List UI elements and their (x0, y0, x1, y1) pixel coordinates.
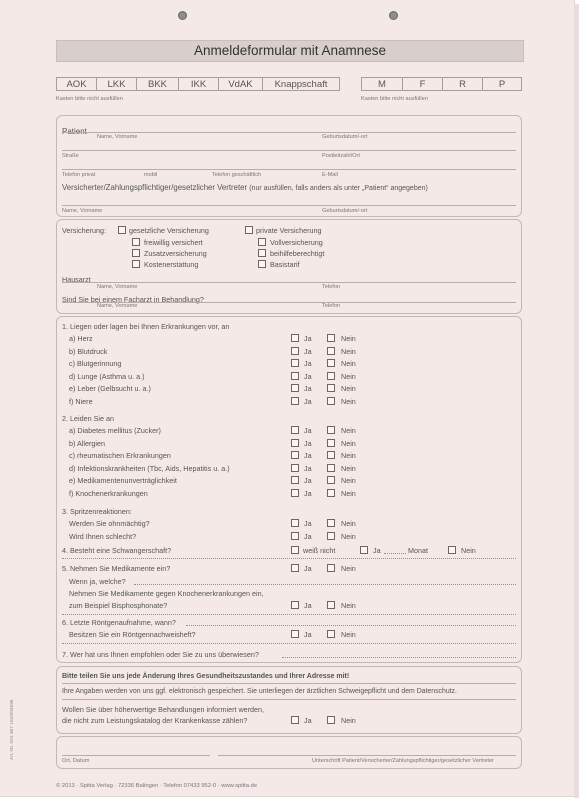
checkbox-label: Nein (341, 334, 356, 343)
question-item: Wird Ihnen schlecht? (69, 531, 137, 541)
facharzt-label: Sind Sie bei einem Facharzt in Behandlung? (62, 295, 204, 304)
ja-checkbox[interactable] (291, 426, 299, 434)
patient-section (56, 115, 522, 217)
checkbox-label: Nein (341, 630, 356, 639)
checkbox-label: Ja (304, 396, 312, 406)
kasse-box: VdAK (218, 77, 263, 91)
versicherter-label: Versicherter/Zahlungspflichtiger/gesetzlicher Vertreter (62, 183, 248, 192)
field-caption: Telefon (322, 284, 341, 290)
ja-checkbox[interactable] (291, 372, 299, 380)
question-item: b) Allergien (69, 438, 105, 448)
field-caption: mobil (144, 172, 158, 178)
nein-checkbox[interactable] (327, 489, 335, 497)
roentgen-field[interactable] (186, 625, 516, 626)
weiss-nicht-checkbox[interactable] (291, 546, 299, 554)
checkbox-label: Nein (341, 384, 356, 393)
question-item: b) Blutdruck (69, 346, 108, 356)
nein-checkbox[interactable] (327, 519, 335, 527)
field-caption: Name, Vorname (97, 134, 138, 140)
patient-address-field[interactable] (62, 150, 516, 151)
nein-checkbox[interactable] (327, 532, 335, 540)
nein-checkbox[interactable] (327, 476, 335, 484)
checkbox-label: Ja (304, 531, 312, 541)
checkbox-label: beihilfeberechtigt (270, 249, 325, 258)
question-item: d) Infektionskrankheiten (Tbc, Aids, Hepatitis u. a.) (69, 463, 230, 473)
question-text: Besitzen Sie ein Röntgennachweisheft? (69, 630, 196, 639)
patient-heading: Patient (62, 127, 87, 136)
checkbox-label: Nein (341, 476, 356, 485)
field-caption: Telefon (322, 303, 341, 309)
checkbox-label: Nein (341, 438, 356, 448)
hausarzt-label: Hausarzt (62, 275, 91, 284)
field-caption: Name, Vorname (97, 303, 138, 309)
question-item: Werden Sie ohnmächtig? (69, 519, 150, 528)
zusatz-checkbox[interactable] (132, 249, 140, 257)
question-item: e) Leber (Gelbsucht u. a.) (69, 384, 151, 393)
checkbox-label: Ja (304, 476, 312, 485)
field-caption: Name, Vorname (62, 208, 103, 214)
checkbox-label: Nein (341, 359, 356, 368)
field-caption: Straße (62, 153, 79, 159)
question-title: 5. Nehmen Sie Medikamente ein? (62, 564, 171, 573)
question-item: f) Knochenerkrankungen (69, 488, 148, 498)
checkbox-label: private Versicherung (256, 226, 322, 235)
field-caption: Postleitzahl/Ort (322, 153, 360, 159)
versicherter-heading (62, 183, 428, 192)
question-item: a) Diabetes mellitus (Zucker) (69, 426, 161, 435)
checkbox-label: Vollversicherung (270, 238, 323, 247)
info-nein-checkbox[interactable] (327, 716, 335, 724)
ja-checkbox[interactable] (291, 384, 299, 392)
punch-hole (178, 11, 187, 20)
nein-checkbox[interactable] (327, 359, 335, 367)
monat-label: Monat (408, 546, 428, 555)
info-ja-checkbox[interactable] (291, 716, 299, 724)
checkbox-label: Ja (304, 359, 312, 368)
ort-datum-field[interactable] (62, 755, 210, 756)
question-item: c) Blutgerinnung (69, 359, 122, 368)
checkbox-label: Ja (304, 564, 312, 573)
footer-text: © 2013 · Spitta Verlag · 72336 Balingen · Telefon 07433 952-0 · www.spitta.de (56, 783, 258, 789)
nein-checkbox[interactable] (327, 384, 335, 392)
question-item: a) Herz (69, 334, 93, 343)
bisphosphonate-ja-checkbox[interactable] (291, 601, 299, 609)
question-title: 2. Leiden Sie an (62, 414, 114, 423)
checkbox-label: Ja (304, 463, 312, 473)
separator (62, 699, 516, 700)
checkbox-label: Nein (461, 546, 476, 555)
kostenerstattung-checkbox[interactable] (132, 260, 140, 268)
ja-checkbox[interactable] (291, 489, 299, 497)
roentgenpass-ja-checkbox[interactable] (291, 630, 299, 638)
field-caption: Telefon geschäftlich (212, 172, 262, 178)
punch-hole (389, 11, 398, 20)
nein-checkbox[interactable] (327, 464, 335, 472)
checkbox-label: Ja (304, 438, 312, 448)
kasse-box: BKK (136, 77, 179, 91)
checkbox-label: Ja (304, 384, 312, 393)
separator (62, 643, 516, 644)
kasse-box: AOK (56, 77, 97, 91)
mfrp-box: M (361, 77, 403, 91)
ja-checkbox[interactable] (291, 464, 299, 472)
checkbox-label: Ja (304, 630, 312, 639)
question-title: 1. Liegen oder lagen bei Ihnen Erkrankungen vor, an (62, 322, 230, 331)
field-caption: Unterschrift Patient/Versicherter/Zahlungspflichtiger/gesetzlicher Vertreter (312, 758, 494, 764)
notice-text: die nicht zum Leistungskatalog der Krankenkasse zählen? (62, 716, 248, 725)
ja-checkbox[interactable] (291, 476, 299, 484)
versicherter-note: (nur ausfüllen, falls anders als unter „Patient“ angegeben) (249, 185, 428, 192)
checkbox-label: Nein (341, 346, 356, 356)
question-item: c) rheumatischen Erkrankungen (69, 451, 171, 460)
patient-phone-field[interactable] (62, 169, 516, 170)
separator (62, 614, 516, 615)
question-title: 6. Letzte Röntgenaufnahme, wann? (62, 618, 176, 627)
ja-checkbox[interactable] (291, 439, 299, 447)
nein-checkbox[interactable] (327, 451, 335, 459)
paper-edge (574, 4, 579, 798)
bisphosphonate-nein-checkbox[interactable] (327, 601, 335, 609)
question-title: 7. Wer hat uns Ihnen empfohlen oder Sie zu uns überwiesen? (62, 650, 259, 659)
checkbox-label: Ja (304, 716, 312, 725)
question-text: zum Beispiel Bisphosphonate? (69, 601, 168, 610)
versicherter-name-field[interactable] (62, 205, 516, 206)
hausarzt-field[interactable] (62, 282, 516, 283)
field-caption: E-Mail (322, 172, 338, 178)
schwanger-nein-checkbox[interactable] (448, 546, 456, 554)
roentgenpass-nein-checkbox[interactable] (327, 630, 335, 638)
checkbox-label: gesetzliche Versicherung (129, 226, 209, 235)
field-caption: Telefon privat (62, 172, 96, 178)
nein-checkbox[interactable] (327, 439, 335, 447)
question-title: 4. Besteht eine Schwangerschaft? (62, 546, 172, 555)
field-caption: Name, Vorname (97, 284, 138, 290)
separator (62, 683, 516, 684)
checkbox-label: Basistarif (270, 260, 300, 269)
mfrp-box: P (482, 77, 522, 91)
kasse-box: Knappschaft (262, 77, 340, 91)
schwanger-ja-checkbox[interactable] (360, 546, 368, 554)
field-caption: Ort, Datum (62, 758, 90, 764)
field-caption: Geburtsdatum/-ort (322, 208, 368, 214)
basistarif-checkbox[interactable] (258, 260, 266, 268)
question-text: Nehmen Sie Medikamente gegen Knochenerkrankungen ein, (69, 589, 264, 598)
notice-text: Wollen Sie über höherwertige Behandlungen informiert werden, (62, 705, 265, 714)
nein-checkbox[interactable] (327, 397, 335, 405)
privat-checkbox[interactable] (245, 226, 253, 234)
freiwillig-checkbox[interactable] (132, 238, 140, 246)
nein-checkbox[interactable] (327, 347, 335, 355)
checkbox-label: Ja (304, 451, 312, 460)
checkbox-label: Nein (341, 519, 356, 528)
signature-section (56, 736, 522, 769)
welche-label: Wenn ja, welche? (69, 577, 126, 586)
kasse-box: LKK (96, 77, 137, 91)
medikamente-nein-checkbox[interactable] (327, 564, 335, 572)
signature-field[interactable] (218, 755, 516, 756)
checkbox-label: freiwillig versichert (144, 238, 203, 247)
checkbox-label: Zusatzversicherung (144, 249, 207, 258)
checkbox-label: Nein (341, 564, 356, 573)
medikamente-ja-checkbox[interactable] (291, 564, 299, 572)
ja-checkbox[interactable] (291, 519, 299, 527)
field-caption: Geburtsdatum/-ort (322, 134, 368, 140)
kasse-box: IKK (178, 77, 219, 91)
ja-checkbox[interactable] (291, 359, 299, 367)
gesetzlich-checkbox[interactable] (118, 226, 126, 234)
ja-checkbox[interactable] (291, 451, 299, 459)
checkbox-label: Ja (304, 601, 312, 610)
ja-checkbox[interactable] (291, 347, 299, 355)
checkbox-label: weiß nicht (303, 546, 336, 555)
question-item: d) Lunge (Asthma u. a.) (69, 371, 145, 381)
mfrp-note: Kasten bitte nicht ausfüllen (361, 96, 428, 102)
question-item: e) Medikamentenunverträglichkeit (69, 476, 177, 485)
checkbox-label: Ja (304, 346, 312, 356)
welche-field[interactable] (134, 584, 516, 585)
patient-name-field[interactable] (62, 132, 516, 133)
nein-checkbox[interactable] (327, 334, 335, 342)
kassen-note: Kasten bitte nicht ausfüllen (56, 96, 123, 102)
ja-checkbox[interactable] (291, 334, 299, 342)
checkbox-label: Nein (341, 601, 356, 610)
beihilfe-checkbox[interactable] (258, 249, 266, 257)
nein-checkbox[interactable] (327, 372, 335, 380)
ja-checkbox[interactable] (291, 532, 299, 540)
form-title: Anmeldeformular mit Anamnese (56, 40, 524, 62)
checkbox-label: Ja (304, 334, 312, 343)
question-item: f) Niere (69, 396, 93, 406)
mfrp-box: R (442, 77, 483, 91)
checkbox-label: Nein (341, 451, 356, 460)
empfehlung-field[interactable] (282, 657, 516, 658)
privacy-text: Ihre Angaben werden von uns ggf. elektronisch gespeichert. Sie unterliegen der ärztlichen Schweigepflicht und dem Datenschutz. (62, 688, 457, 695)
checkbox-label: Nein (341, 426, 356, 435)
checkbox-label: Ja (304, 519, 312, 528)
notice-bold: Bitte teilen Sie uns jede Änderung Ihres Gesundheitszustandes und Ihrer Adresse mit! (62, 673, 350, 680)
question-title: 3. Spritzenreaktionen: (62, 507, 132, 516)
checkbox-label: Nein (341, 488, 356, 498)
side-code: Art.-Nr. 023 367 1020/04596 (10, 699, 15, 760)
ja-checkbox[interactable] (291, 397, 299, 405)
checkbox-label: Nein (341, 716, 356, 725)
voll-checkbox[interactable] (258, 238, 266, 246)
checkbox-label: Nein (341, 371, 356, 381)
mfrp-box: F (402, 77, 443, 91)
checkbox-label: Kostenerstattung (144, 260, 199, 269)
checkbox-label: Ja (304, 426, 312, 435)
nein-checkbox[interactable] (327, 426, 335, 434)
checkbox-label: Nein (341, 463, 356, 473)
checkbox-label: Ja (373, 546, 381, 555)
checkbox-label: Nein (341, 396, 356, 406)
separator (62, 558, 516, 559)
checkbox-label: Nein (341, 531, 356, 541)
checkbox-label: Ja (304, 488, 312, 498)
versicherung-label: Versicherung: (62, 226, 106, 235)
monat-field[interactable] (384, 553, 406, 554)
checkbox-label: Ja (304, 371, 312, 381)
